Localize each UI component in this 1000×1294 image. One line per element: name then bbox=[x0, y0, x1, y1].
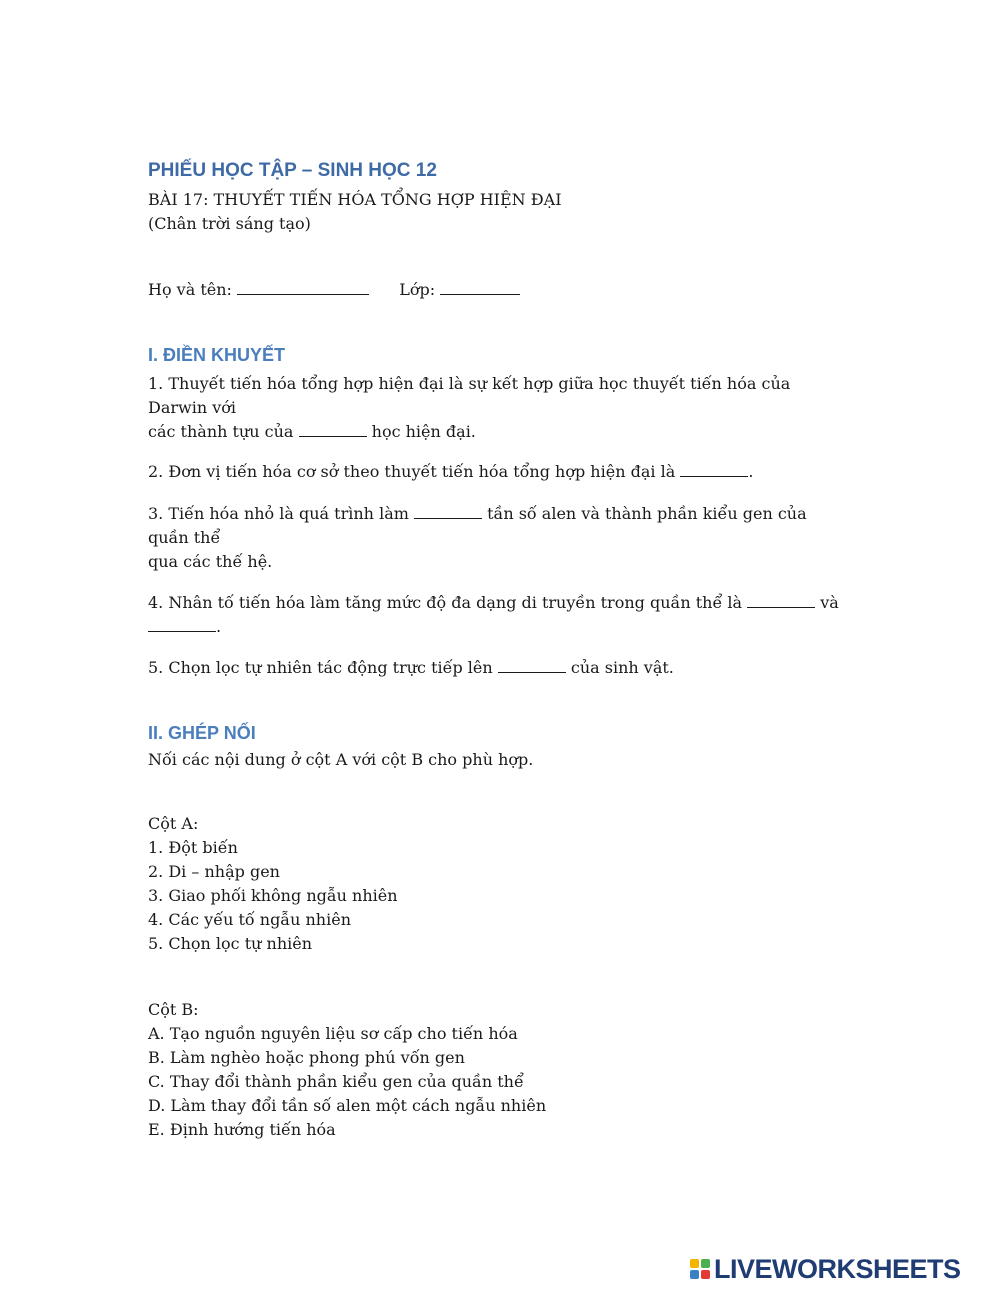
q3-blank[interactable] bbox=[414, 504, 482, 519]
logo-square bbox=[701, 1259, 710, 1268]
q3-text-a: 3. Tiến hóa nhỏ là quá trình làm bbox=[148, 504, 409, 523]
class-label: Lớp: bbox=[399, 280, 436, 299]
logo-square bbox=[690, 1270, 699, 1279]
name-label: Họ và tên: bbox=[148, 280, 232, 299]
section1-heading: I. ĐIỀN KHUYẾT bbox=[148, 345, 286, 365]
q3-text-b: tần số alen và thành phần kiểu gen của quần thể bbox=[148, 504, 807, 547]
column-b-item[interactable]: E. Định hướng tiến hóa bbox=[148, 1120, 336, 1139]
column-b-item[interactable]: B. Làm nghèo hoặc phong phú vốn gen bbox=[148, 1048, 465, 1067]
section2-heading: II. GHÉP NỐI bbox=[148, 723, 256, 743]
column-b-label: Cột B: bbox=[148, 1000, 199, 1019]
column-b-item[interactable]: C. Thay đổi thành phần kiểu gen của quần thể bbox=[148, 1072, 524, 1091]
q4-text-a: 4. Nhân tố tiến hóa làm tăng mức độ đa dạng di truyền trong quần thể là bbox=[148, 593, 743, 612]
q4-blank-2[interactable] bbox=[148, 617, 216, 632]
column-b-list bbox=[148, 1022, 848, 1142]
q4-blank-1[interactable] bbox=[747, 593, 815, 608]
column-b-item[interactable]: D. Làm thay đổi tần số alen một cách ngẫu nhiên bbox=[148, 1096, 547, 1115]
column-b-item[interactable]: A. Tạo nguồn nguyên liệu sơ cấp cho tiến hóa bbox=[148, 1024, 518, 1043]
class-blank[interactable] bbox=[440, 280, 520, 295]
q1-text-c: học hiện đại. bbox=[371, 422, 476, 441]
logo-square bbox=[701, 1270, 710, 1279]
q1-blank[interactable] bbox=[299, 422, 367, 437]
q2-blank[interactable] bbox=[680, 462, 748, 477]
q1-text-b: các thành tựu của bbox=[148, 422, 294, 441]
logo-mark-icon bbox=[690, 1259, 710, 1279]
liveworksheets-logo bbox=[690, 1253, 961, 1285]
question-4: 4. Nhân tố tiến hóa làm tăng mức độ đa dạng di truyền trong quần thể là và . bbox=[148, 593, 839, 636]
worksheet bbox=[148, 158, 848, 1142]
q5-blank[interactable] bbox=[498, 658, 566, 673]
question-1 bbox=[148, 372, 848, 444]
name-blank[interactable] bbox=[237, 280, 369, 295]
column-a-item[interactable]: 4. Các yếu tố ngẫu nhiên bbox=[148, 910, 351, 929]
question-5 bbox=[148, 656, 848, 680]
worksheet-title: PHIẾU HỌC TẬP – SINH HỌC 12 bbox=[148, 160, 437, 181]
logo-square bbox=[690, 1259, 699, 1268]
series-label: (Chân trời sáng tạo) bbox=[148, 214, 311, 233]
q4-text-b: và bbox=[820, 593, 839, 612]
q5-text-a: 5. Chọn lọc tự nhiên tác động trực tiếp lên bbox=[148, 658, 493, 677]
question-3 bbox=[148, 502, 848, 574]
column-a-list bbox=[148, 836, 848, 956]
question-2: 2. Đơn vị tiến hóa cơ sở theo thuyết tiến hóa tổng hợp hiện đại là . bbox=[148, 462, 754, 481]
q3-text-c: qua các thế hệ. bbox=[148, 552, 273, 571]
lesson-title: BÀI 17: THUYẾT TIẾN HÓA TỔNG HỢP HIỆN ĐẠI bbox=[148, 190, 562, 209]
column-a-label: Cột A: bbox=[148, 814, 199, 833]
q5-text-b: của sinh vật. bbox=[570, 658, 674, 677]
column-a-item[interactable]: 2. Di – nhập gen bbox=[148, 862, 280, 881]
column-a-item[interactable]: 3. Giao phối không ngẫu nhiên bbox=[148, 886, 398, 905]
logo-text: LIVEWORKSHEETS bbox=[714, 1253, 961, 1284]
student-info bbox=[148, 278, 848, 302]
q2-text-a: 2. Đơn vị tiến hóa cơ sở theo thuyết tiến hóa tổng hợp hiện đại là bbox=[148, 462, 676, 481]
column-a-item[interactable]: 5. Chọn lọc tự nhiên bbox=[148, 934, 313, 953]
column-a-item[interactable]: 1. Đột biến bbox=[148, 838, 238, 857]
q1-text-a: 1. Thuyết tiến hóa tổng hợp hiện đại là sự kết hợp giữa học thuyết tiến hóa của Darwin với bbox=[148, 374, 791, 417]
matching-instruction: Nối các nội dung ở cột A với cột B cho phù hợp. bbox=[148, 750, 534, 769]
